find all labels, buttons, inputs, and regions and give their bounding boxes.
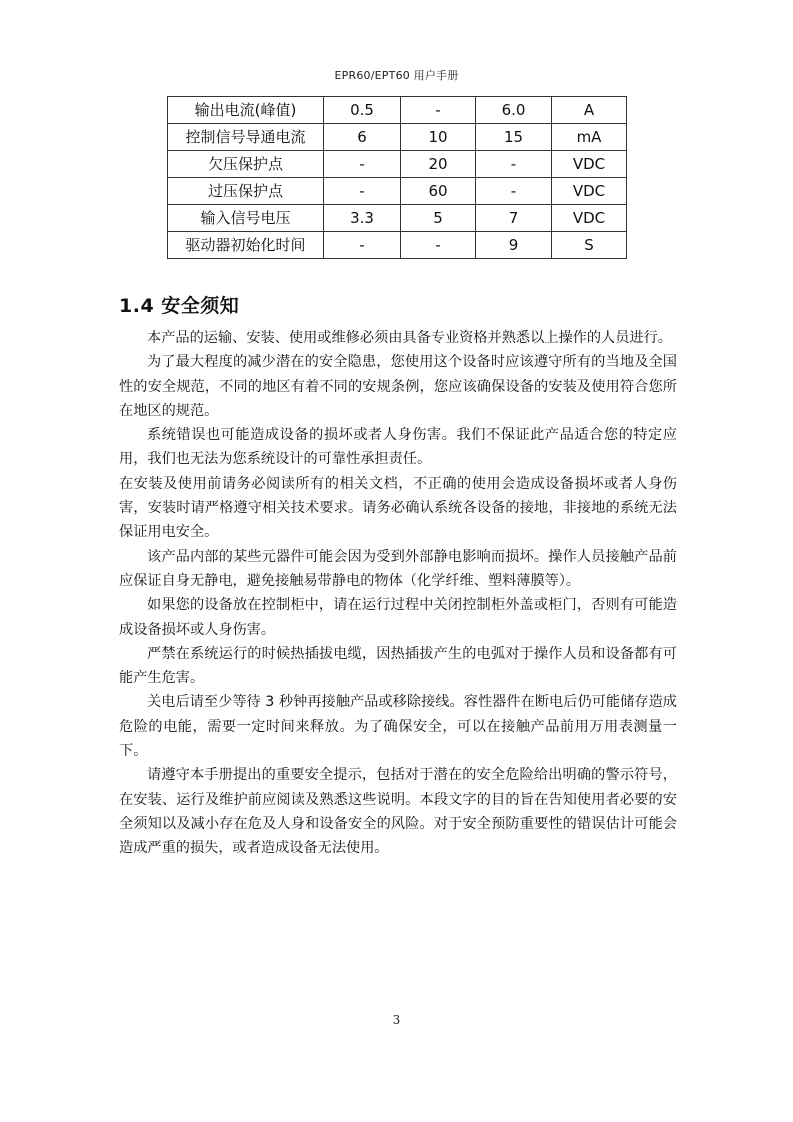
table-cell: 60 bbox=[401, 178, 476, 205]
paragraph: 为了最大程度的减少潜在的安全隐患，您使用这个设备时应该遵守所有的当地及全国性的安全规范，不同的地区有着不同的安规条例，您应该确保设备的安装及使用符合您所在地区的规范。 bbox=[119, 354, 677, 419]
table-row bbox=[168, 205, 627, 232]
table-cell: 6.0 bbox=[476, 97, 552, 124]
table-cell: - bbox=[324, 151, 401, 178]
table-cell: 7 bbox=[476, 205, 552, 232]
paragraph: 该产品内部的某些元器件可能会因为受到外部静电影响而损坏。操作人员接触产品前应保证自身无静电，避免接触易带静电的物体（化学纤维、塑料薄膜等）。 bbox=[119, 548, 677, 589]
table-cell: 驱动器初始化时间 bbox=[168, 232, 324, 259]
page-header: EPR60/EPT60 用户手册 bbox=[334, 69, 459, 82]
table-cell: 9 bbox=[476, 232, 552, 259]
table-cell: 输出电流(峰值) bbox=[168, 97, 324, 124]
table-cell: - bbox=[324, 178, 401, 205]
table-cell: 控制信号导通电流 bbox=[168, 124, 324, 151]
table-row bbox=[168, 178, 627, 205]
paragraph: 本产品的运输、安装、使用或维修必须由具备专业资格并熟悉以上操作的人员进行。 bbox=[147, 330, 672, 346]
table-cell: A bbox=[552, 97, 627, 124]
table-cell: 0.5 bbox=[324, 97, 401, 124]
table-cell: 6 bbox=[324, 124, 401, 151]
table-cell: 输入信号电压 bbox=[168, 205, 324, 232]
table-cell: 3.3 bbox=[324, 205, 401, 232]
body-text bbox=[119, 326, 677, 861]
page-number: 3 bbox=[392, 1013, 401, 1027]
table-cell: VDC bbox=[552, 178, 627, 205]
table-row bbox=[168, 97, 627, 124]
table-cell: 欠压保护点 bbox=[168, 151, 324, 178]
table-cell: 15 bbox=[476, 124, 552, 151]
table-cell: - bbox=[324, 232, 401, 259]
paragraph: 严禁在系统运行的时候热插拔电缆，因热插拔产生的电弧对于操作人员和设备都有可能产生危害。 bbox=[119, 645, 677, 687]
table-row bbox=[168, 151, 627, 178]
table-cell: 20 bbox=[401, 151, 476, 178]
paragraph: 请遵守本手册提出的重要安全提示，包括对于潜在的安全危险给出明确的警示符号，在安装、运行及维护前应阅读及熟悉这些说明。本段文字的目的旨在告知使用者必要的安全须知以及减小存在危及人身和设备安全的风险。对于安全预防重要性的错误估计可能会造成严重的损失，或者造成设备无法使用。 bbox=[119, 767, 677, 857]
table-cell: S bbox=[552, 232, 627, 259]
section-heading: 1.4 安全须知 bbox=[119, 295, 240, 317]
table-cell: 过压保护点 bbox=[168, 178, 324, 205]
table-cell: - bbox=[476, 178, 552, 205]
table-cell: 10 bbox=[401, 124, 476, 151]
paragraph: 在安装及使用前请务必阅读所有的相关文档，不正确的使用会造成设备损坏或者人身伤害，安装时请严格遵守相关技术要求。请务必确认系统各设备的接地，非接地的系统无法保证用电安全。 bbox=[119, 475, 677, 541]
table-cell: - bbox=[401, 232, 476, 259]
table-cell: VDC bbox=[552, 205, 627, 232]
table-cell: - bbox=[401, 97, 476, 124]
paragraph: 系统错误也可能造成设备的损坏或者人身伤害。我们不保证此产品适合您的特定应用，我们也无法为您系统设计的可靠性承担责任。 bbox=[119, 427, 677, 468]
paragraph: 如果您的设备放在控制柜中，请在运行过程中关闭控制柜外盖或柜门，否则有可能造成设备损坏或人身伤害。 bbox=[119, 597, 677, 638]
table-cell: VDC bbox=[552, 151, 627, 178]
paragraph: 关电后请至少等待 3 秒钟再接触产品或移除接线。容性器件在断电后仍可能储存造成危险的电能，需要一定时间来释放。为了确保安全，可以在接触产品前用万用表测量一下。 bbox=[119, 694, 677, 760]
table-row bbox=[168, 232, 627, 259]
spec-table bbox=[167, 96, 627, 259]
table-cell: 5 bbox=[401, 205, 476, 232]
table-cell: - bbox=[476, 151, 552, 178]
table-cell: mA bbox=[552, 124, 627, 151]
table-row bbox=[168, 124, 627, 151]
